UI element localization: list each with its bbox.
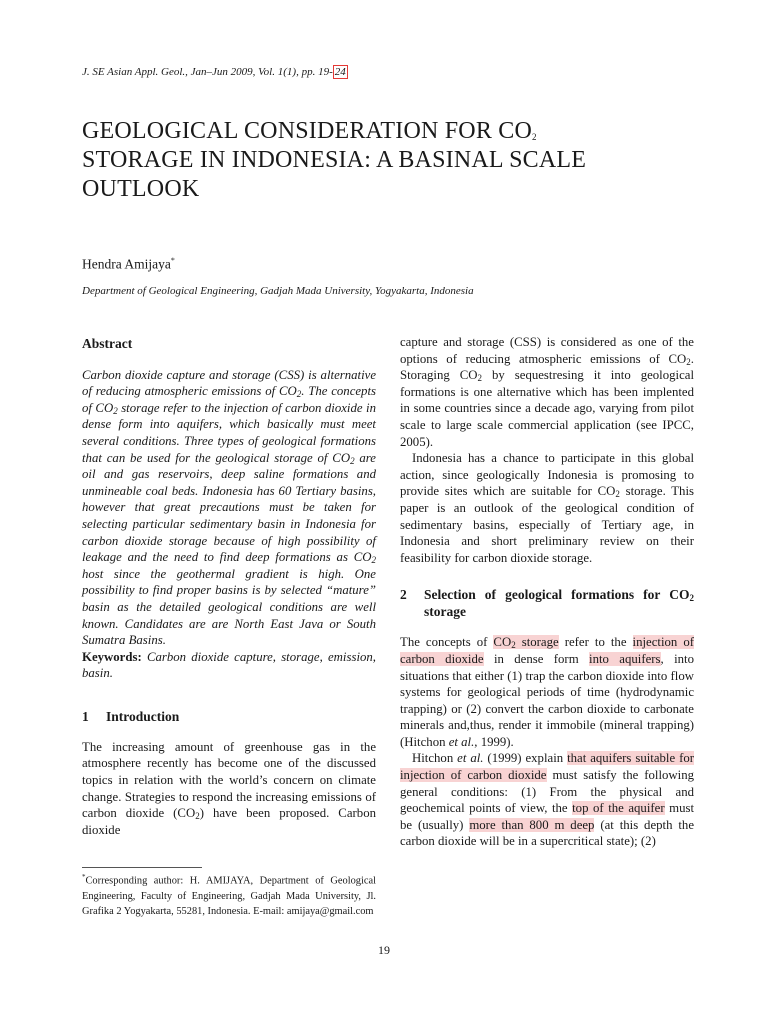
title-line3: OUTLOOK xyxy=(82,176,200,202)
subscript: 2 xyxy=(686,356,691,367)
footnote-mark: * xyxy=(82,873,86,881)
section-number: 2 xyxy=(400,587,407,603)
intro-paragraph-1-start xyxy=(82,739,376,839)
subscript: 2 xyxy=(615,489,620,500)
intro-paragraph-1-continued xyxy=(400,334,694,450)
left-column xyxy=(82,336,376,838)
et-al: et al. xyxy=(448,734,475,749)
body-text: (1999) explain xyxy=(483,751,568,766)
body-text: must be (usually) xyxy=(400,801,695,832)
journal-citation-text: J. SE Asian Appl. Geol., Jan–Jun 2009, Vol. 1(1), pp. 19- xyxy=(82,66,333,78)
body-text: by sequestresing it into geological formations is one alternative which has been implented in some countries since a decade ago, varying from pilot scale to large scale commercial application (see IPCC, 2005). xyxy=(400,368,694,449)
subscript: 2 xyxy=(511,640,516,651)
abstract-body xyxy=(82,367,376,649)
highlight[interactable]: injection of carbon dioxide xyxy=(400,635,694,666)
et-al: et al. xyxy=(457,751,484,766)
title-line1: GEOLOGICAL CONSIDERATION FOR CO xyxy=(82,118,532,144)
abstract-text: host since the geothermal gradient is high. One possibility to find proper basins is by selected “mature” basin as the detailed geological conditions are well known. Candidates are are North East Java or South Sumatra Basins. xyxy=(82,566,376,648)
keywords-text: Carbon dioxide capture, storage, emission, basin. xyxy=(82,649,376,681)
section-1-heading xyxy=(82,708,376,725)
paper-title xyxy=(82,117,682,204)
section-2-heading xyxy=(400,586,694,620)
body-text: storage. This paper is an outlook of the geological condition of sedimentary basins, especially of Tertiary age, in Indonesia and short preliminary review on their feasibility for carbon dioxide storage. xyxy=(400,484,694,565)
author-footnote-mark[interactable]: * xyxy=(170,256,175,265)
body-text: Indonesia has a chance to participate in this global action, since geologically Indonesia is promosing to provide sites which are suitable for CO xyxy=(400,451,694,499)
footnote xyxy=(82,870,376,920)
section-number: 1 xyxy=(82,708,89,724)
right-column xyxy=(400,334,694,850)
section-2-paragraph-1 xyxy=(400,634,694,750)
title-line2: STORAGE IN INDONESIA: A BASINAL SCALE xyxy=(82,147,587,173)
section-title: Selection of geological formations for CO xyxy=(424,587,690,603)
highlight[interactable]: top of the aquifer xyxy=(572,801,665,816)
body-text: . Storaging CO xyxy=(400,351,694,383)
subscript: 2 xyxy=(296,389,302,400)
highlight-text: storage xyxy=(515,635,559,650)
abstract-heading: Abstract xyxy=(82,336,133,351)
intro-paragraph-2 xyxy=(400,450,694,566)
section-title-end: storage xyxy=(424,604,466,620)
journal-citation xyxy=(82,66,348,78)
abstract-text: Carbon dioxide capture and storage (CSS) is alternative of reducing atmospheric emissions of CO xyxy=(82,367,376,399)
footnote-rule xyxy=(82,867,202,868)
body-text: The increasing amount of greenhouse gas in the atmosphere recently has become one of the discussed topics in relation with the world’s concern on climate change. Strategies to respond the increasing emissions of carbon dioxide (CO xyxy=(82,739,376,821)
body-text: Hitchon xyxy=(412,751,458,766)
body-text: ) have been proposed. Carbon dioxide xyxy=(82,806,376,837)
abstract-text: . The concepts of CO xyxy=(82,384,376,415)
subscript: 2 xyxy=(113,405,118,416)
abstract-text: are oil and gas reservoirs, deep saline formations and unmineable coal beds. Indonesia has 60 Tertiary basins, however that great precautions must be taken for selecting particular sedimentary basin in Indonesia for carbon dioxide storage because of high possibility of leakage and the need to find deep formations as CO xyxy=(82,450,376,565)
abstract-text: storage refer to the injection of carbon dioxide in dense form into aquifers, which basically must meet several conditions. Three types of geological formations that can be used for the geological storage of CO xyxy=(82,400,376,465)
highlight-text: CO xyxy=(493,635,512,650)
section-title: Introduction xyxy=(106,708,180,724)
highlight[interactable] xyxy=(493,635,558,649)
highlight[interactable]: into aquifers xyxy=(589,651,661,666)
author-name: Hendra Amijaya xyxy=(82,256,171,272)
keywords xyxy=(82,649,376,682)
body-text: in dense form xyxy=(483,651,590,666)
highlight[interactable]: more than 800 m deep xyxy=(469,817,595,832)
body-text: capture and storage (CSS) is considered as one of the options of reducing atmospheric emissions of CO xyxy=(400,335,694,366)
body-text: , into situations that either (1) trap the carbon dioxide into flow systems for geological periods of time (hydrodynamic trapping) or (2) convert the carbon dioxide to carbonate minerals and,thus, render it immobile (mineral trapping) (Hitchon xyxy=(400,651,695,749)
subscript: 2 xyxy=(371,555,376,566)
body-text: (at this depth the carbon dioxide will be in a supercritical state); (2) xyxy=(400,817,694,849)
end-page-link[interactable]: 24 xyxy=(334,66,346,78)
highlight[interactable]: that aquifers suitable for injection of carbon dioxide xyxy=(400,751,694,783)
subscript: 2 xyxy=(350,455,355,466)
body-text: refer to the xyxy=(558,635,633,650)
footnote-text: Corresponding author: H. AMIJAYA, Department of Geological Engineering, Faculty of Engineering, Gadjah Mada University, Jl. Grafika 2 Yogyakarta, 55281, Indonesia. E-mail: amijaya@gmail.com xyxy=(82,875,376,918)
title-subscript: 2 xyxy=(531,132,537,142)
affiliation: Department of Geological Engineering, Gadjah Mada University, Yogyakarta, Indonesia xyxy=(82,285,474,297)
body-text: must satisfy the following general conditions: (1) From the physical and geochemical points of view, the xyxy=(400,768,694,816)
keywords-label: Keywords: xyxy=(82,649,142,664)
subscript: 2 xyxy=(195,811,200,822)
body-text: The concepts of xyxy=(400,635,494,650)
page-number: 19 xyxy=(378,943,390,957)
section-2-paragraph-2 xyxy=(400,750,694,850)
subscript: 2 xyxy=(477,373,483,384)
subscript: 2 xyxy=(689,593,694,604)
body-text: , 1999). xyxy=(474,734,514,749)
author-line xyxy=(82,256,175,273)
